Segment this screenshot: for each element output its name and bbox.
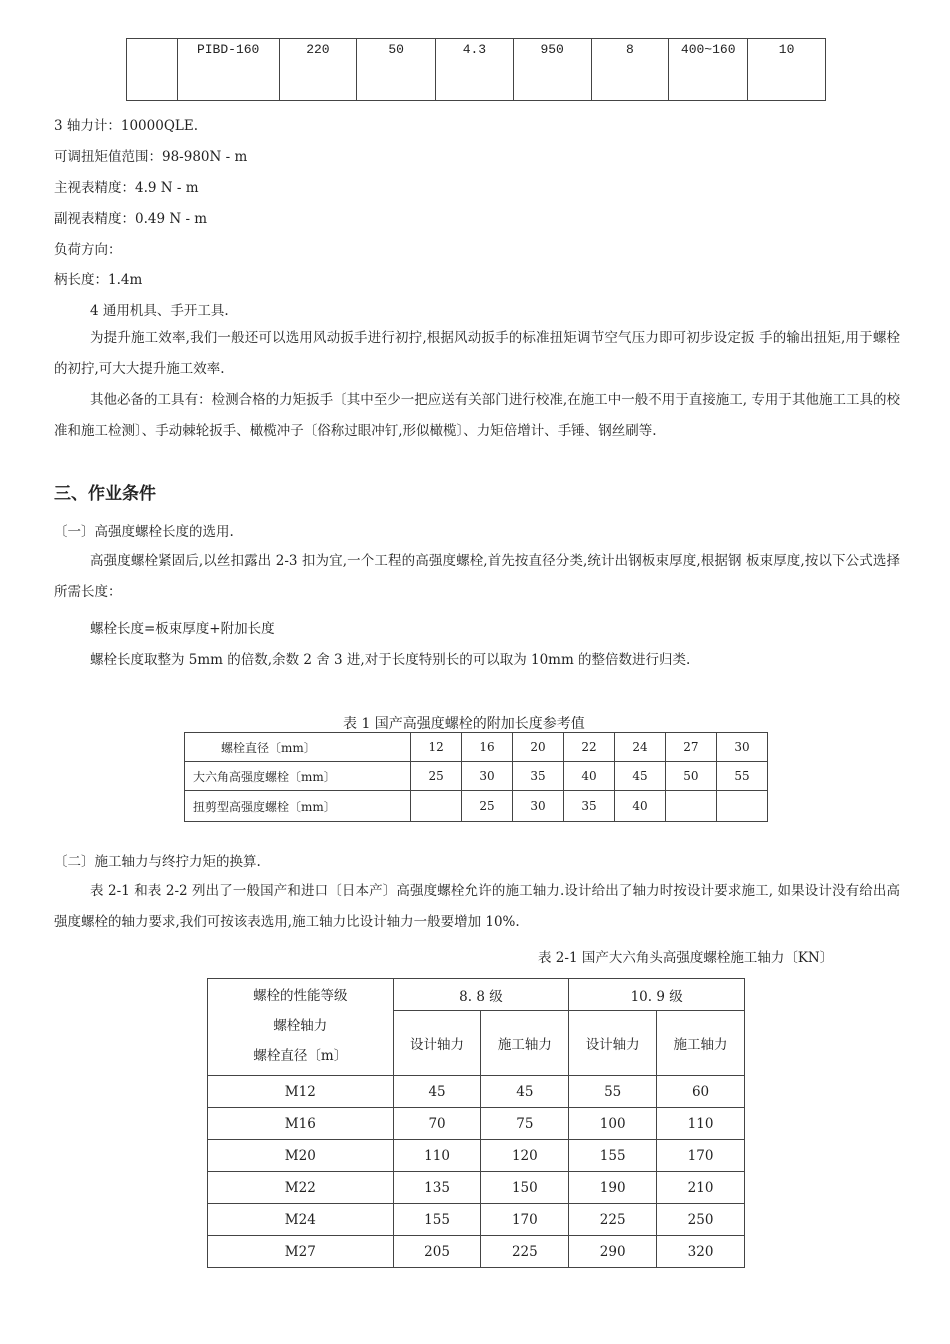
table-cell: 220 <box>279 39 357 101</box>
table-cell: 25 <box>411 762 462 791</box>
table-cell: 8 <box>591 39 669 101</box>
table-cell: 75 <box>481 1108 569 1140</box>
table-cell: 190 <box>569 1172 657 1204</box>
table1-caption: 表 1 国产高强度螺栓的附加长度参考值 <box>343 716 585 732</box>
table-row <box>208 979 745 1011</box>
table-cell: M20 <box>208 1140 394 1172</box>
table-cell: 400~160 <box>669 39 748 101</box>
grade-10-9-header: 10. 9 级 <box>569 979 745 1011</box>
table-row <box>185 762 768 791</box>
table-row <box>208 1172 745 1204</box>
top-table <box>126 38 826 101</box>
table-cell <box>716 791 767 822</box>
tool4-paragraph-2: 其他必备的工具有：检测合格的力矩扳手〔其中至少一把应送有关部门进行校准,在施工中一般不用于直接施工, 专用于其他施工工具的校准和施工检测〕、手动棘轮扳手、橄榄冲子〔俗称过眼冲钉,形似橄榄〕、力矩倍增计、手锤、钢丝刷等. <box>54 392 900 439</box>
table-cell: PIBD-160 <box>177 39 279 101</box>
table-cell <box>665 791 716 822</box>
table-cell: 70 <box>393 1108 481 1140</box>
table-cell: 30 <box>513 791 564 822</box>
table-cell: 30 <box>462 762 513 791</box>
table-row <box>208 1204 745 1236</box>
table-2-1 <box>207 978 745 1268</box>
construction-axial-header: 施工轴力 <box>481 1011 569 1076</box>
table-cell: 螺栓直径〔mm〕 <box>185 733 411 762</box>
section3-paragraph-1: 高强度螺栓紧固后,以丝扣露出 2-3 扣为宜,一个工程的高强度螺栓,首先按直径分类,统计出钢板束厚度,根据钢 板束厚度,按以下公式选择所需长度： <box>54 553 900 600</box>
table-cell: 225 <box>481 1236 569 1268</box>
table-cell: M16 <box>208 1108 394 1140</box>
table-cell: 60 <box>657 1076 745 1108</box>
table-cell: 205 <box>393 1236 481 1268</box>
table-cell: M12 <box>208 1076 394 1108</box>
table-cell: 155 <box>393 1204 481 1236</box>
header-diameter-label: 螺栓直径〔m〕 <box>253 1048 348 1064</box>
table-cell: 155 <box>569 1140 657 1172</box>
design-axial-header: 设计轴力 <box>393 1011 481 1076</box>
table-cell: 225 <box>569 1204 657 1236</box>
table-row <box>208 1108 745 1140</box>
table2-caption: 表 2-1 国产大六角头高强度螺栓施工轴力〔KN〕 <box>538 950 834 966</box>
table-cell: 170 <box>657 1140 745 1172</box>
tool3-main-precision: 主视表精度：4.9 N - m <box>54 180 199 196</box>
section3-paragraph-2: 螺栓长度取整为 5mm 的倍数,余数 2 舍 3 进,对于长度特别长的可以取为 10mm 的整倍数进行归类. <box>90 652 691 668</box>
table-cell: M24 <box>208 1204 394 1236</box>
table-cell: 30 <box>716 733 767 762</box>
table-cell: 110 <box>657 1108 745 1140</box>
table-row <box>208 1140 745 1172</box>
section-heading: 三、作业条件 <box>54 484 156 504</box>
table-cell: 50 <box>665 762 716 791</box>
table-cell: 250 <box>657 1204 745 1236</box>
table-cell: M22 <box>208 1172 394 1204</box>
table-cell: 35 <box>513 762 564 791</box>
table-cell: 100 <box>569 1108 657 1140</box>
table-cell: 24 <box>614 733 665 762</box>
table-header-diagonal-cell <box>208 979 394 1076</box>
table-cell: 大六角高强度螺栓〔mm〕 <box>185 762 411 791</box>
table-cell: 50 <box>357 39 436 101</box>
table-row <box>208 1236 745 1268</box>
tool4-title: 4 通用机具、手开工具. <box>90 303 229 319</box>
subsection-1-title: 〔一〕高强度螺栓长度的选用. <box>54 524 234 540</box>
table-cell: 55 <box>716 762 767 791</box>
table-cell: 27 <box>665 733 716 762</box>
tool3-sub-precision: 副视表精度：0.49 N - m <box>54 211 208 227</box>
table-cell: 20 <box>513 733 564 762</box>
table-cell: 16 <box>462 733 513 762</box>
table-row <box>127 39 826 101</box>
table-cell: 55 <box>569 1076 657 1108</box>
tool3-handle-length: 柄长度：1.4m <box>54 272 143 288</box>
table-cell: 40 <box>614 791 665 822</box>
construction-axial-header: 施工轴力 <box>657 1011 745 1076</box>
table-cell: 135 <box>393 1172 481 1204</box>
table-cell: 210 <box>657 1172 745 1204</box>
formula-line: 螺栓长度=板束厚度+附加长度 <box>90 621 275 637</box>
table-cell: 320 <box>657 1236 745 1268</box>
table-cell: 4.3 <box>436 39 514 101</box>
grade-8-8-header: 8. 8 级 <box>393 979 569 1011</box>
table-cell: M27 <box>208 1236 394 1268</box>
table-cell <box>127 39 178 101</box>
table-row <box>185 733 768 762</box>
table-cell: 45 <box>614 762 665 791</box>
table-cell: 150 <box>481 1172 569 1204</box>
tool4-paragraph-1: 为提升施工效率,我们一般还可以选用风动扳手进行初拧,根据风动扳手的标准扭矩调节空气压力即可初步设定扳 手的输出扭矩,用于螺栓的初拧,可大大提升施工效率. <box>54 330 900 377</box>
table-cell: 22 <box>564 733 615 762</box>
table-cell: 45 <box>393 1076 481 1108</box>
table-cell: 110 <box>393 1140 481 1172</box>
table-cell: 950 <box>513 39 591 101</box>
table-cell: 40 <box>564 762 615 791</box>
table-1 <box>184 732 768 822</box>
table-cell: 12 <box>411 733 462 762</box>
table-cell: 35 <box>564 791 615 822</box>
header-grade-label: 螺栓的性能等级 <box>253 988 348 1004</box>
design-axial-header: 设计轴力 <box>569 1011 657 1076</box>
table-cell: 170 <box>481 1204 569 1236</box>
table-cell: 45 <box>481 1076 569 1108</box>
subsection-2-title: 〔二〕施工轴力与终拧力矩的换算. <box>54 854 261 870</box>
table-cell: 25 <box>462 791 513 822</box>
section3-paragraph-3: 表 2-1 和表 2-2 列出了一般国产和进口〔日本产〕高强度螺栓允许的施工轴力.设计给出了轴力时按设计要求施工, 如果设计没有给出高强度螺栓的轴力要求,我们可按该表选用,施工轴力比设计轴力一般要增加 10%. <box>54 883 900 930</box>
table-cell <box>411 791 462 822</box>
tool3-range: 可调扭矩值范围：98-980N - m <box>54 149 248 165</box>
table-cell: 10 <box>748 39 826 101</box>
tool3-title: 3 轴力计：10000QLE. <box>54 118 199 134</box>
table-row <box>208 1076 745 1108</box>
table-cell: 290 <box>569 1236 657 1268</box>
table-cell: 扭剪型高强度螺栓〔mm〕 <box>185 791 411 822</box>
table-cell: 120 <box>481 1140 569 1172</box>
header-axial-label: 螺栓轴力 <box>273 1018 328 1034</box>
table-row <box>185 791 768 822</box>
tool3-load-direction: 负荷方向： <box>54 242 122 258</box>
